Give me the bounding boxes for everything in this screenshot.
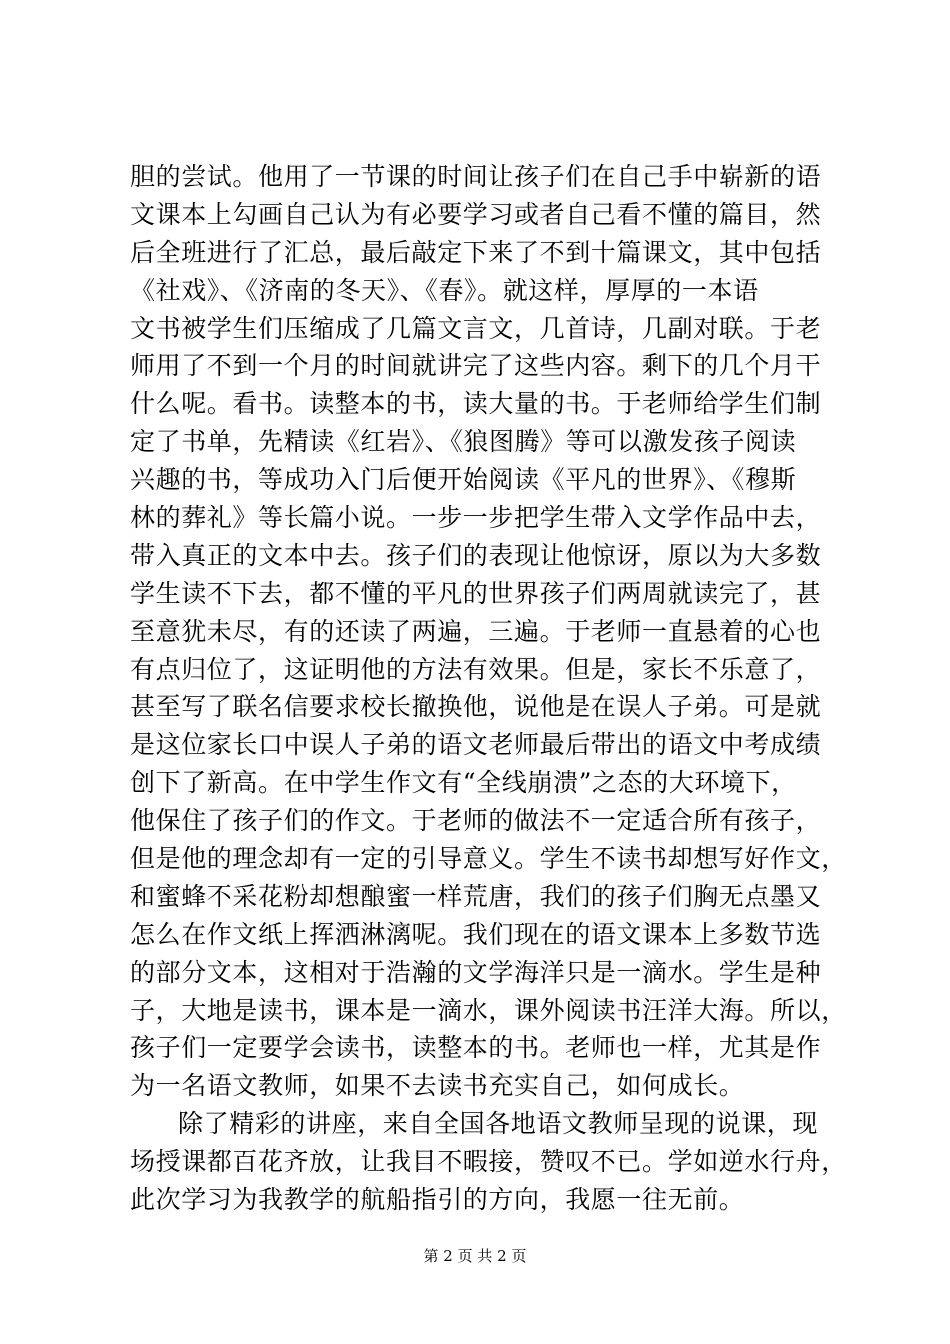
text-line: 什么呢。看书。读整本的书，读大量的书。于老师给学生们制 [130, 389, 822, 419]
text-line: 子，大地是读书，课本是一滴水，课外阅读书汪洋大海。所以， [130, 995, 847, 1025]
text-line: 此次学习为我教学的航船指引的方向，我愿一往无前。 [130, 1185, 745, 1215]
text-line: 文课本上勾画自己认为有必要学习或者自己看不懂的篇目，然 [130, 199, 822, 229]
text-line: 的部分文本，这相对于浩瀚的文学海洋只是一滴水。学生是种 [130, 957, 822, 987]
text-line: 孩子们一定要学会读书，读整本的书。老师也一样，尤其是作 [130, 1033, 822, 1063]
text-line: 后全班进行了汇总，最后敲定下来了不到十篇课文，其中包括 [130, 237, 822, 267]
article-body [130, 158, 847, 1219]
text-line: 胆的尝试。他用了一节课的时间让孩子们在自己手中崭新的语 [130, 162, 822, 191]
text-line: 兴趣的书，等成功入门后便开始阅读《平凡的世界》、《穆斯 [130, 465, 797, 495]
paragraph-first-line: 除了精彩的讲座，来自全国各地语文教师呈现的说课，现 [178, 1109, 819, 1139]
text-line: 有点归位了，这证明他的方法有效果。但是，家长不乐意了， [130, 654, 822, 684]
text-line: 至意犹未尽，有的还读了两遍，三遍。于老师一直悬着的心也 [130, 616, 822, 646]
text-line: 文书被学生们压缩成了几篇文言文，几首诗，几副对联。于老 [130, 313, 822, 343]
text-line: 带入真正的文本中去。孩子们的表现让他惊讶，原以为大多数 [130, 540, 822, 570]
text-line: 他保住了孩子们的作文。于老师的做法不一定适合所有孩子， [130, 806, 822, 836]
text-line: 林的葬礼》等长篇小说。一步一步把学生带入文学作品中去， [130, 503, 822, 533]
text-line: 创下了新高。在中学生作文有“全线崩溃”之态的大环境下， [130, 768, 797, 798]
page-number-footer: 第 2 页 共 2 页 [423, 1247, 527, 1265]
text-line: 场授课都百花齐放，让我目不暇接，赞叹不已。学如逆水行舟， [130, 1147, 847, 1177]
text-line: 怎么在作文纸上挥洒淋漓呢。我们现在的语文课本上多数节选 [130, 919, 822, 949]
text-line: 师用了不到一个月的时间就讲完了这些内容。剩下的几个月干 [130, 351, 822, 381]
text-line: 是这位家长口中误人子弟的语文老师最后带出的语文中考成绩 [130, 730, 822, 760]
text-line: 为一名语文教师，如果不去读书充实自己，如何成长。 [130, 1071, 745, 1101]
text-line: 定了书单，先精读《红岩》、《狼图腾》等可以激发孩子阅读 [130, 427, 797, 457]
text-line: 但是他的理念却有一定的引导意义。学生不读书却想写好作文， [130, 844, 847, 874]
text-line: 《社戏》、《济南的冬天》、《春》。就这样，厚厚的一本语 [130, 275, 759, 305]
text-line: 和蜜蜂不采花粉却想酿蜜一样荒唐，我们的孩子们胸无点墨又 [130, 881, 822, 911]
text-line: 学生读不下去，都不懂的平凡的世界孩子们两周就读完了，甚 [130, 578, 822, 608]
text-line: 甚至写了联名信要求校长撤换他，说他是在误人子弟。可是就 [130, 692, 822, 722]
